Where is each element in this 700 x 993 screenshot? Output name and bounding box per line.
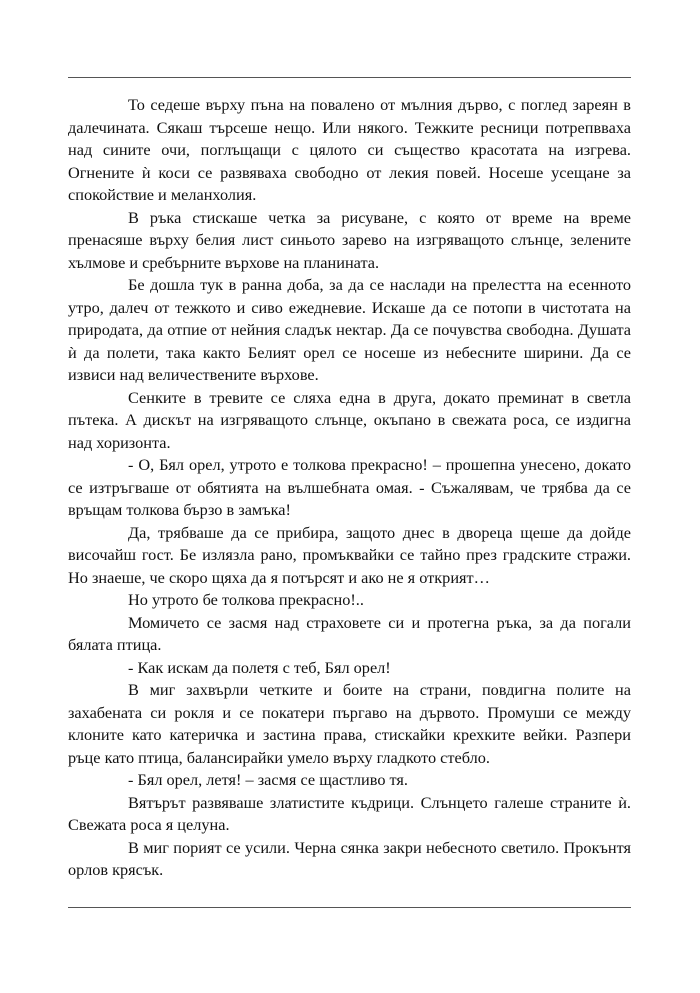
body-text bbox=[68, 94, 631, 882]
paragraph: В миг захвърли четките и боите на страни, повдигна полите на захабената си рокля и се покатери пъргаво на дървото. Промуши се между клоните като катеричка и застина права, стискайки крехките вейки. Разпери ръце като птица, балансирайки умело върху гладкото стебло. bbox=[68, 680, 631, 767]
paragraph: То седеше върху пъна на повалено от мълния дърво, с поглед зареян в далечината. Сякаш търсеше нещо. Или някого. Тежките ресници потрепвваха над сините очи, поглъщащи с цялото си същество красотата на изгрева. Огнените ѝ коси се развяваха свободно от лекия повей. Носеше усещане за спокойствие и меланхолия. bbox=[68, 95, 631, 204]
paragraph: Сенките в тревите се сляха една в друга, докато преминат в светла пътека. А дискът на изгряващото слънце, окъпано в свежата роса, се издигна над хоризонта. bbox=[68, 387, 631, 452]
paragraph: Вятърът развяваше златистите къдрици. Слънцето галеше страните ѝ. Свежата роса я целуна. bbox=[68, 792, 631, 834]
paragraph: - О, Бял орел, утрото е толкова прекрасно! – прошепна унесено, докато се изтръгваше от обятията на вълшебната омая. - Съжалявам, че трябва да се връщам толкова бързо в замъка! bbox=[68, 455, 631, 519]
paragraph: - Бял орел, летя! – засмя се щастливо тя. bbox=[128, 770, 408, 789]
paragraph: - Как искам да полетя с теб, Бял орел! bbox=[128, 657, 391, 677]
paragraph: Момичето се засмя над страховете си и протегна ръка, за да погали бялата птица. bbox=[68, 612, 631, 654]
paragraph: Да, трябваше да се прибира, защото днес в двореца щеше да дойде височайш гост. Бе излязла рано, промъквайки се тайно през градските стражи. Но знаеше, че скоро щяха да я потърсят и ако не я открият… bbox=[68, 522, 631, 587]
paragraph: В миг порият се усили. Черна сянка закри небесното светило. Прокънтя орлов крясък. bbox=[68, 837, 631, 879]
top-divider bbox=[68, 77, 631, 78]
paragraph: В ръка стискаше четка за рисуване, с която от време на време пренасяше върху белия лист синьото зарево на изгряващото слънце, зелените хълмове и сребърните върхове на планината. bbox=[68, 207, 631, 272]
paragraph: Бе дошла тук в ранна доба, за да се наслади на прелестта на есенното утро, далеч от тежкото и сиво ежедневие. Искаше да се потопи в чистотата на природата, да отпие от нейния сладък нектар. Да се почувства свободна. Душата ѝ да полети, така както Белият орел се носеше из небесните ширини. Да се извиси над величествените върхове. bbox=[68, 275, 631, 384]
bottom-divider bbox=[68, 907, 631, 908]
paragraph: Но утрото бе толкова прекрасно!.. bbox=[128, 590, 364, 609]
